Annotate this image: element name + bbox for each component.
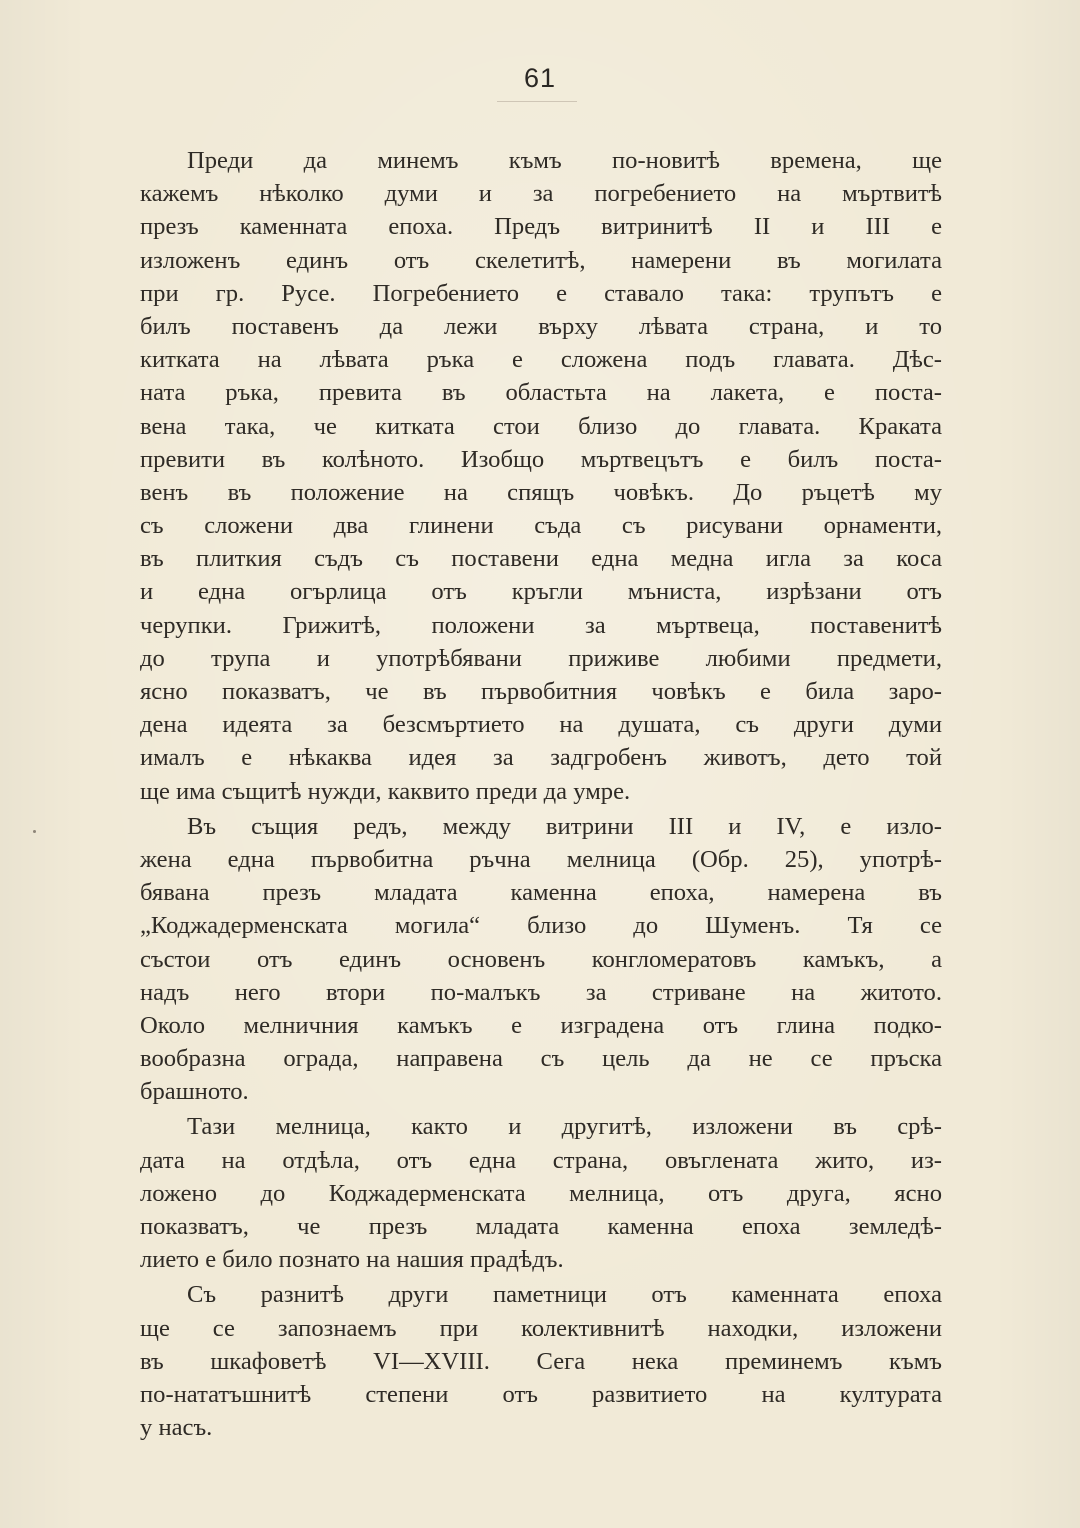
- body-text: [140, 144, 942, 1444]
- text-line: ще има същитѣ нужди, каквито преди да умре.: [140, 777, 631, 805]
- text-line: брашното.: [140, 1078, 249, 1106]
- text-line: съ сложени два глинени съда съ рисувани орнаменти,: [140, 512, 942, 540]
- text-line: Преди да минемъ къмъ по-новитѣ времена, ще: [187, 147, 942, 174]
- text-line: Около мелничния камъкъ е изградена отъ глина подко-: [140, 1011, 942, 1039]
- text-line: черупки. Грижитѣ, положени за мъртвеца, поставенитѣ: [140, 611, 942, 639]
- text-line: венъ въ положение на спящъ човѣкъ. До ръцетѣ му: [140, 478, 942, 506]
- text-line: ще се запознаемъ при колективнитѣ находки, изложени: [140, 1314, 942, 1342]
- text-line: ималъ е нѣкаква идея за задгробенъ животъ, дето той: [140, 744, 942, 772]
- header-rule: [497, 101, 577, 102]
- text-line: „Коджадерменската могила“ близо до Шуменъ. Тя се: [140, 912, 942, 940]
- text-line: дата на отдѣла, отъ една страна, овъглената жито, из-: [140, 1146, 942, 1174]
- text-line: състои отъ единъ основенъ конгломератовъ камъкъ, а: [140, 945, 942, 973]
- text-line: вена така, че китката стои близо до главата. Краката: [140, 412, 942, 440]
- text-line: Тази мелница, както и другитѣ, изложени въ срѣ-: [187, 1113, 942, 1141]
- paragraph-4: [140, 1278, 942, 1444]
- text-line: показватъ, че презъ младата каменна епоха земледѣ-: [140, 1213, 942, 1240]
- text-line: ната ръка, превита въ областьта на лакета, е поста-: [140, 379, 942, 407]
- text-line: китката на лѣвата ръка е сложена подъ главата. Дѣс-: [140, 346, 942, 374]
- text-line: изложенъ единъ отъ скелетитѣ, намерени въ могилата: [140, 246, 942, 274]
- text-line: Съ разнитѣ други паметници отъ каменната епоха: [187, 1281, 942, 1309]
- text-line: вообразна ограда, направена съ цель да не се пръска: [140, 1045, 942, 1073]
- paragraph-1: [140, 144, 942, 808]
- text-line: по-нататъшнитѣ степени отъ развитието на културата: [140, 1380, 942, 1408]
- page-number: 61: [523, 63, 557, 93]
- text-line: при гр. Русе. Погребението е ставало така: трупътъ е: [140, 279, 942, 307]
- text-line: билъ поставенъ да лежи върху лѣвата страна, и то: [140, 312, 942, 340]
- text-line: презъ каменната епоха. Предъ витринитѣ II и III е: [140, 213, 942, 241]
- paragraph-2: [140, 810, 942, 1109]
- margin-speck: [33, 830, 36, 833]
- text-line: бявана презъ младата каменна епоха, намерена въ: [140, 879, 942, 907]
- text-line: превити въ колѣното. Изобщо мъртвецътъ е билъ поста-: [140, 445, 942, 473]
- text-line: ясно показватъ, че въ първобитния човѣкъ е била заро-: [140, 678, 942, 705]
- text-line: въ шкафоветѣ VI—XVIII. Сега нека преминемъ къмъ: [140, 1347, 942, 1375]
- text-line: кажемъ нѣколко думи и за погребението на мъртвитѣ: [140, 180, 942, 208]
- text-line: и една огърлица отъ кръгли мъниста, изрѣзани отъ: [140, 578, 942, 606]
- text-line: до трупа и употрѣбявани приживе любими предмети,: [140, 644, 942, 672]
- text-line: лието е било познато на нашия прадѣдъ.: [140, 1246, 564, 1274]
- text-line: дена идеята за безсмъртието на душата, съ други думи: [140, 711, 942, 739]
- paragraph-3: [140, 1110, 942, 1276]
- text-line: Въ същия редъ, между витрини III и IV, е изло-: [187, 812, 942, 840]
- text-line: жена една първобитна ръчна мелница (Обр. 25), употрѣ-: [140, 845, 942, 873]
- text-line: ложено до Коджадерменската мелница, отъ друга, ясно: [140, 1179, 942, 1207]
- text-line: у насъ.: [140, 1414, 213, 1442]
- text-line: надъ него втори по-малъкъ за стриване на житото.: [140, 978, 942, 1006]
- text-line: въ плиткия съдъ съ поставени една медна игла за коса: [140, 545, 942, 573]
